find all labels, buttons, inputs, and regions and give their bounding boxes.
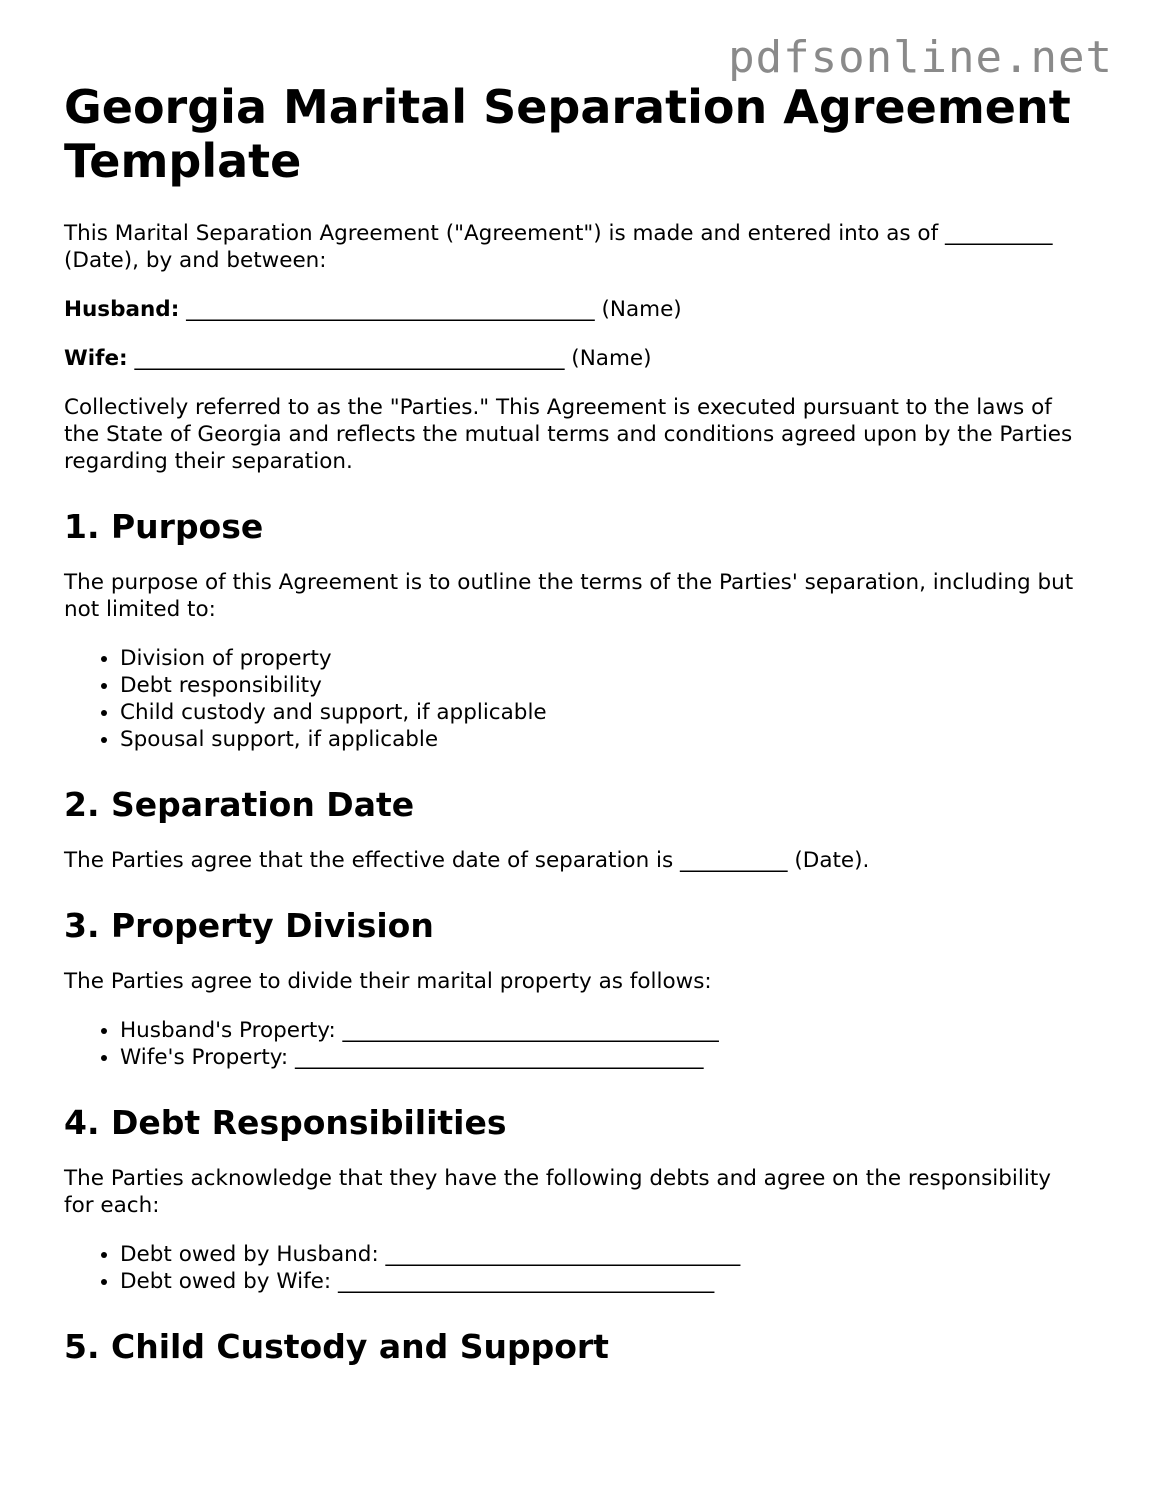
debt-paragraph: The Parties acknowledge that they have the following debts and agree on the responsibility for each:	[64, 1166, 1052, 1218]
list-item: • Spousal support, if applicable	[120, 726, 1084, 753]
wife-field	[64, 345, 1084, 372]
wife-label: Wife:	[64, 346, 128, 371]
watermark: pdfsonline.net	[728, 32, 1113, 83]
husband-field	[64, 296, 1084, 323]
list-item: • Debt responsibility	[120, 672, 1084, 699]
collective-paragraph: Collectively referred to as the "Parties." This Agreement is executed pursuant to the laws of the State of Georgia and reflects the mutual terms and conditions agreed upon by the Parties regarding their separation.	[64, 395, 1073, 474]
purpose-list	[64, 645, 1084, 753]
section-heading-property-division: 3. Property Division	[64, 906, 434, 945]
purpose-paragraph: The purpose of this Agreement is to outline the terms of the Parties' separation, including but not limited to:	[64, 570, 1074, 622]
section-heading-child-custody: 5. Child Custody and Support	[64, 1327, 609, 1366]
section-heading-debt-responsibilities: 4. Debt Responsibilities	[64, 1103, 507, 1142]
document-page	[64, 80, 1084, 1389]
property-list	[64, 1017, 1084, 1071]
list-item: • Husband's Property: ___________________________________	[120, 1017, 1084, 1044]
debt-list	[64, 1241, 1084, 1295]
list-item: • Debt owed by Husband: _________________________________	[120, 1241, 1084, 1268]
section-heading-purpose: 1. Purpose	[64, 507, 264, 546]
husband-name-line: ______________________________________ (Name)	[186, 297, 682, 322]
property-paragraph: The Parties agree to divide their marital property as follows:	[64, 969, 712, 994]
list-item: • Child custody and support, if applicable	[120, 699, 1084, 726]
list-item: • Division of property	[120, 645, 1084, 672]
list-item: • Wife's Property: ______________________________________	[120, 1044, 1084, 1071]
intro-paragraph: This Marital Separation Agreement ("Agreement") is made and entered into as of __________ (Date), by and between:	[64, 221, 1053, 273]
document-title: Georgia Marital Separation Agreement Template	[64, 80, 1071, 188]
separation-date-paragraph: The Parties agree that the effective date of separation is __________ (Date).	[64, 848, 870, 873]
section-heading-separation-date: 2. Separation Date	[64, 785, 415, 824]
wife-name-line: ________________________________________ (Name)	[134, 346, 652, 371]
husband-label: Husband:	[64, 297, 180, 322]
list-item: • Debt owed by Wife: ___________________________________	[120, 1268, 1084, 1295]
